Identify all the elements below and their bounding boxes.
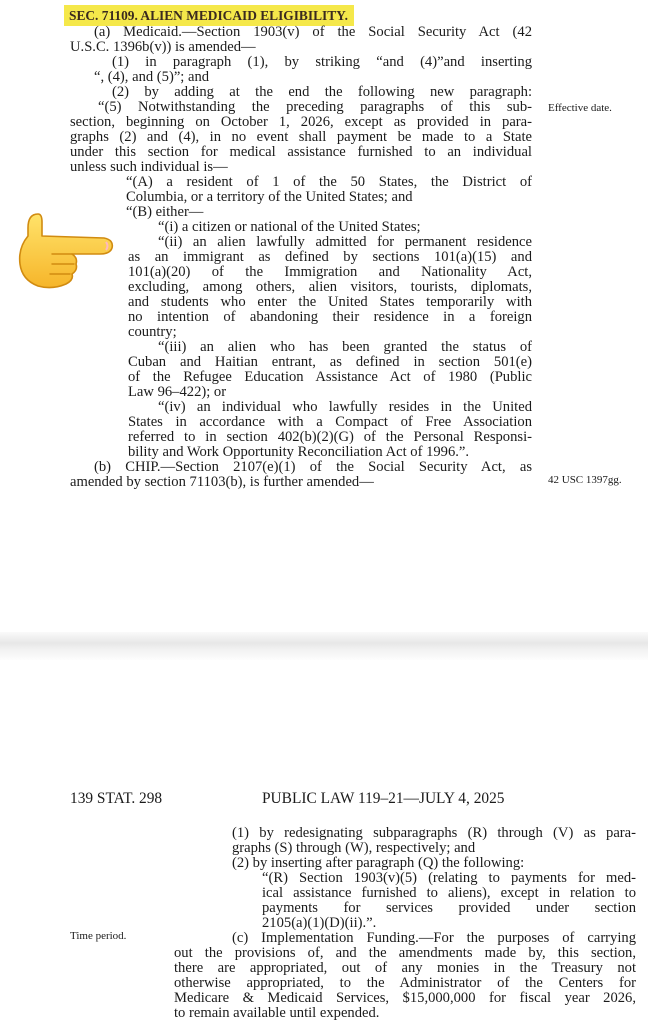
page-2-text-line: 2105(a)(1)(D)(ii).”. <box>262 915 377 931</box>
page-1-text-line: “(B) either— <box>126 204 204 220</box>
page-1-text-line: (b) CHIP.—Section 2107(e)(1) of the Social Security Act, as <box>94 459 532 475</box>
pointing-hand-emoji <box>12 208 116 292</box>
page-1-text-line: (2) by adding at the end the following new paragraph: <box>112 84 532 100</box>
page-1-text-line: referred to in section 402(b)(2)(G) of the Personal Responsi- <box>128 429 532 445</box>
page-2-text-line: ical assistance furnished to aliens), except in relation to <box>262 885 636 901</box>
section-title-highlight <box>64 5 354 26</box>
page-1-text-line: bility and Work Opportunity Reconciliation Act of 1996.”. <box>128 444 470 460</box>
page-1-text-line: “(iv) an individual who lawfully resides in the United <box>158 399 532 415</box>
page-2-text-line: to remain available until expended. <box>174 1005 380 1021</box>
margin-note-time-period: Time period. <box>70 930 127 942</box>
page-1-text-line: no intention of abandoning their residence in a foreign <box>128 309 532 325</box>
page-number-header: 139 STAT. 298 <box>70 790 163 807</box>
page-1-text-line: “(i) a citizen or national of the United States; <box>158 219 421 235</box>
page-2-text-line: graphs (S) through (W), respectively; and <box>232 840 476 856</box>
page-1-text-line: “(ii) an alien lawfully admitted for permanent residence <box>158 234 532 250</box>
page-2-text-line: “(R) Section 1903(v)(5) (relating to payments for med- <box>262 870 636 886</box>
page-1-text-line: “(A) a resident of 1 of the 50 States, the District of <box>126 174 532 190</box>
page-1-text-line: “, (4), and (5)”; and <box>94 69 210 85</box>
page-1-text-line: U.S.C. 1396b(v)) is amended— <box>70 39 256 55</box>
page-1-text-line: amended by section 71103(b), is further amended— <box>70 474 374 490</box>
page-2-text-line: out the provisions of, and the amendments made by, this section, <box>174 945 636 961</box>
page-1-text-line: Law 96–422); or <box>128 384 227 400</box>
page-1-text-line: (a) Medicaid.—Section 1903(v) of the Social Security Act (42 <box>94 24 532 40</box>
page-1-text-line: Columbia, or a territory of the United States; and <box>126 189 413 205</box>
page-break <box>0 632 648 660</box>
page-1-text-line: as an immigrant as defined by sections 101(a)(15) and <box>128 249 532 265</box>
page-1-text-line: of the Refugee Education Assistance Act of 1980 (Public <box>128 369 532 385</box>
section-title: SEC. 71109. ALIEN MEDICAID ELIGIBILITY. <box>69 8 348 23</box>
page-1-text-line: graphs (2) and (4), in no event shall payment be made to a State <box>70 129 532 145</box>
page-1-text-line: 101(a)(20) of the Immigration and Nationality Act, <box>128 264 532 280</box>
page-1-text-line: and students who enter the United States temporarily with <box>128 294 532 310</box>
page-2-text-line: (1) by redesignating subparagraphs (R) through (V) as para- <box>232 825 636 841</box>
page-1-text-line: States in accordance with a Compact of Free Association <box>128 414 532 430</box>
page-2-text-line: otherwise appropriated, to the Administrator of the Centers for <box>174 975 636 991</box>
page-1-text-line: “(5) Notwithstanding the preceding paragraphs of this sub- <box>98 99 532 115</box>
page-1-text-line: excluding, among others, alien visitors, tourists, diplomats, <box>128 279 532 295</box>
page-2-text-line: there are appropriated, out of any monies in the Treasury not <box>174 960 636 976</box>
margin-note-effective-date: Effective date. <box>548 102 612 114</box>
page-2-text-line: Medicare & Medicaid Services, $15,000,000 for fiscal year 2026, <box>174 990 636 1006</box>
page-1-text-line: “(iii) an alien who has been granted the status of <box>158 339 532 355</box>
page-1-text-line: unless such individual is— <box>70 159 228 175</box>
page-1-text-line: section, beginning on October 1, 2026, except as provided in para- <box>70 114 532 130</box>
margin-note-usc-citation: 42 USC 1397gg. <box>548 474 622 486</box>
page-1-text-line: Cuban and Haitian entrant, as defined in section 501(e) <box>128 354 532 370</box>
page-2-text-line: payments for services provided under section <box>262 900 636 916</box>
page-1-text-line: under this section for medical assistance furnished to an individual <box>70 144 532 160</box>
public-law-header: PUBLIC LAW 119–21—JULY 4, 2025 <box>262 790 505 807</box>
page-1-text-line: (1) in paragraph (1), by striking “and (4)”and inserting <box>112 54 532 70</box>
page-1-text-line: country; <box>128 324 177 340</box>
page-2-text-line: (2) by inserting after paragraph (Q) the following: <box>232 855 525 871</box>
page-2-text-line: (c) Implementation Funding.—For the purposes of carrying <box>232 930 636 946</box>
